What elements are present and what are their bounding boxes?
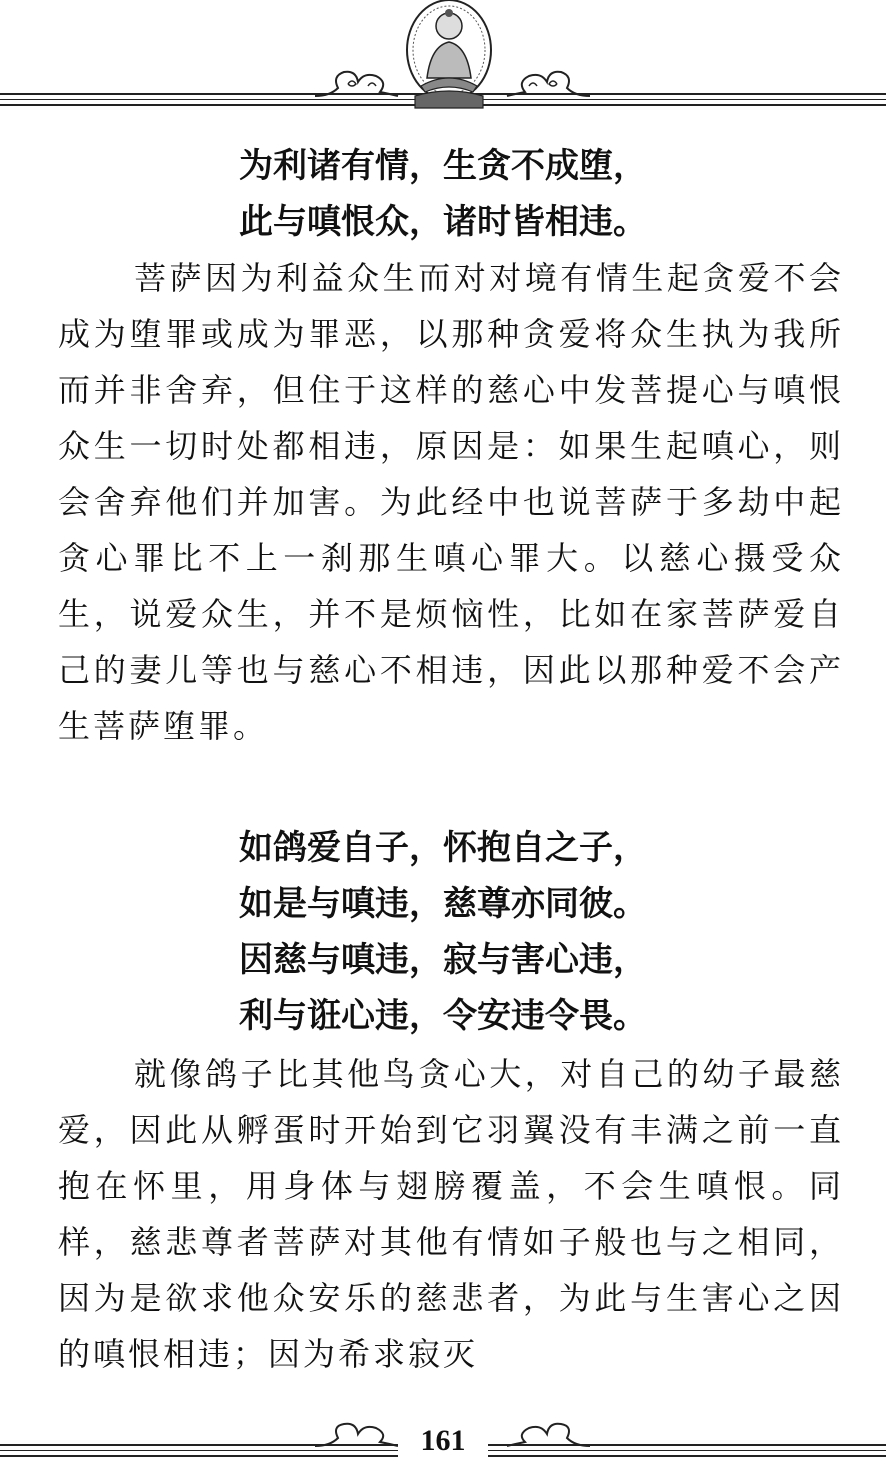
commentary-paragraph [58, 1046, 844, 1382]
cloud-scroll-icon [310, 1420, 400, 1450]
cloud-scroll-icon [505, 66, 595, 100]
cloud-scroll-icon [310, 66, 400, 100]
verse-line: 为利诸有情，生贪不成堕， [239, 146, 647, 186]
commentary-text: 就像鸽子比其他鸟贪心大，对自己的幼子最慈爱，因此从孵蛋时开始到它羽翼没有丰满之前一直抱在怀里，用身体与翅膀覆盖，不会生嗔恨。同样，慈悲尊者菩萨对其他有情如子般也与之相同，因为是欲求他众安乐的慈悲者，为此与生害心之因的嗔恨相违；因为希求寂灭 [58, 1055, 844, 1373]
page-number: 161 [398, 1424, 488, 1458]
verse-line: 如是与嗔违，慈尊亦同彼。 [239, 884, 647, 924]
commentary-text: 菩萨因为利益众生而对对境有情生起贪爱不会成为堕罪或成为罪恶，以那种贪爱将众生执为我所而并非舍弃，但住于这样的慈心中发菩提心与嗔恨众生一切时处都相违，原因是：如果生起嗔心，则会舍弃他们并加害。为此经中也说菩萨于多劫中起贪心罪比不上一刹那生嗔心罪大。以慈心摄受众生，说爱众生，并不是烦恼性，比如在家菩萨爱自己的妻儿等也与慈心不相违，因此以那种爱不会产生菩萨堕罪。 [58, 259, 844, 745]
cloud-scroll-icon [505, 1420, 595, 1450]
verse-line: 此与嗔恨众，诸时皆相违。 [239, 202, 647, 242]
commentary-paragraph [58, 250, 844, 754]
verse-line: 利与诳心违，令安违令畏。 [239, 996, 647, 1036]
verse-line: 因慈与嗔违，寂与害心违， [239, 940, 647, 980]
header-ornament [0, 0, 886, 110]
buddha-figure-icon [403, 0, 495, 110]
verse-line: 如鸽爱自子，怀抱自之子， [239, 828, 647, 868]
